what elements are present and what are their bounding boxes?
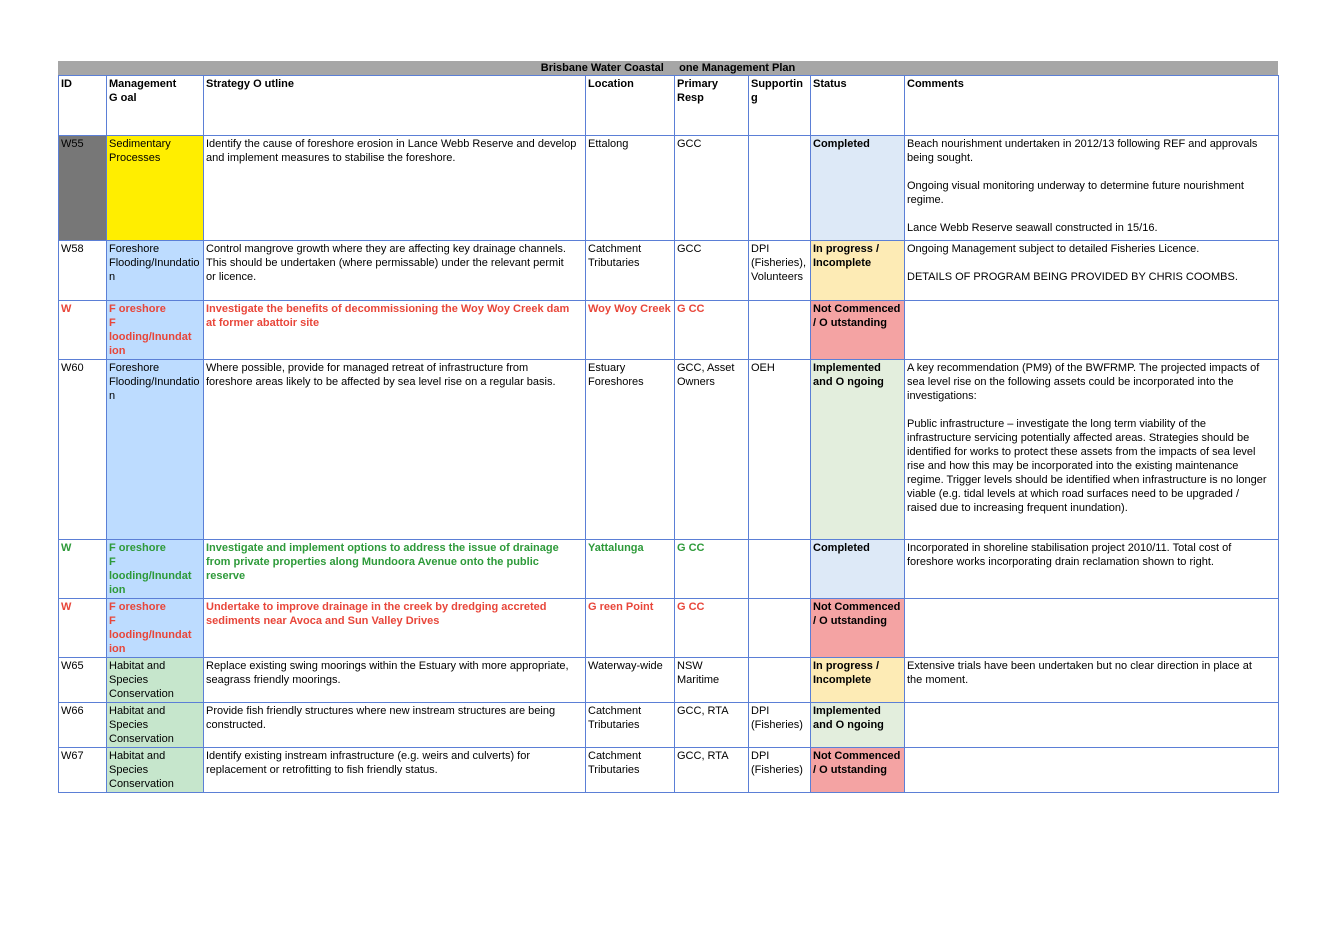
plan-table xyxy=(58,75,1279,793)
row-supporting xyxy=(749,658,811,703)
row-comments xyxy=(905,301,1279,360)
row-supporting xyxy=(749,301,811,360)
row-supporting: DPI (Fisheries) xyxy=(749,748,811,793)
row-comments: Incorporated in shoreline stabilisation project 2010/11. Total cost of foreshore works incorporating drain reclamation shown to right. xyxy=(905,540,1279,599)
row-strategy: Where possible, provide for managed retreat of infrastructure from foreshore areas likely to be affected by sea level rise on a regular basis. xyxy=(204,360,586,540)
row-goal: F oreshore F looding/Inundat ion xyxy=(107,540,204,599)
row-id: W66 xyxy=(59,703,107,748)
row-id: W58 xyxy=(59,241,107,301)
header-row xyxy=(59,76,1279,136)
management-plan-sheet xyxy=(58,61,1278,793)
row-comments: A key recommendation (PM9) of the BWFRMP. The projected impacts of sea level rise on the following assets could be incorporated into the investigations: Public infrastructure – investigate the long term viability of the infrastructure servicing potentially affected areas. Strategies should be identified for works to protect these assets from the impacts of sea level rise and how this may be incorporated into the existing maintenance regime. Trigger levels should be identified when infrastructure is no longer viable (e.g. tidal levels at which road surfaces need to be upgraded / raised due to increasing frequent inundation). xyxy=(905,360,1279,540)
row-supporting: DPI (Fisheries), Volunteers xyxy=(749,241,811,301)
row-location: Waterway-wide xyxy=(586,658,675,703)
row-primary: GCC, Asset Owners xyxy=(675,360,749,540)
header-goal: Management G oal xyxy=(107,76,204,136)
row-supporting xyxy=(749,136,811,241)
row-primary: NSW Maritime xyxy=(675,658,749,703)
row-primary: GCC xyxy=(675,136,749,241)
row-location: Yattalunga xyxy=(586,540,675,599)
row-location: G reen Point xyxy=(586,599,675,658)
row-strategy: Undertake to improve drainage in the creek by dredging accreted sediments near Avoca and Sun Valley Drives xyxy=(204,599,586,658)
row-id: W xyxy=(59,599,107,658)
row-goal: F oreshore F looding/Inundat ion xyxy=(107,599,204,658)
row-goal: Foreshore Flooding/Inundatio n xyxy=(107,360,204,540)
row-status: Completed xyxy=(811,540,905,599)
row-goal: Habitat and Species Conservation xyxy=(107,703,204,748)
row-goal: Sedimentary Processes xyxy=(107,136,204,241)
row-location: Woy Woy Creek xyxy=(586,301,675,360)
header-primary: Primary Resp xyxy=(675,76,749,136)
header-status: Status xyxy=(811,76,905,136)
row-id: W65 xyxy=(59,658,107,703)
row-primary: G CC xyxy=(675,301,749,360)
table-row xyxy=(59,360,1279,540)
row-status: In progress / Incomplete xyxy=(811,658,905,703)
row-goal: F oreshore F looding/Inundat ion xyxy=(107,301,204,360)
row-supporting xyxy=(749,540,811,599)
row-goal: Foreshore Flooding/Inundatio n xyxy=(107,241,204,301)
table-row xyxy=(59,748,1279,793)
row-supporting: DPI (Fisheries) xyxy=(749,703,811,748)
row-status: In progress / Incomplete xyxy=(811,241,905,301)
row-location: Estuary Foreshores xyxy=(586,360,675,540)
row-status: Not Commenced / O utstanding xyxy=(811,748,905,793)
row-primary: G CC xyxy=(675,540,749,599)
row-comments xyxy=(905,748,1279,793)
header-strategy: Strategy O utline xyxy=(204,76,586,136)
row-primary: G CC xyxy=(675,599,749,658)
row-status: Not Commenced / O utstanding xyxy=(811,301,905,360)
row-primary: GCC, RTA xyxy=(675,748,749,793)
table-row xyxy=(59,658,1279,703)
table-row xyxy=(59,241,1279,301)
row-strategy: Identify the cause of foreshore erosion in Lance Webb Reserve and develop and implement measures to stabilise the foreshore. xyxy=(204,136,586,241)
row-comments: Beach nourishment undertaken in 2012/13 following REF and approvals being sought. Ongoing visual monitoring underway to determine future nourishment regime. Lance Webb Reserve seawall constructed in 15/16. xyxy=(905,136,1279,241)
row-comments xyxy=(905,703,1279,748)
row-comments: Extensive trials have been undertaken but no clear direction in place at the moment. xyxy=(905,658,1279,703)
row-location: Catchment Tributaries xyxy=(586,703,675,748)
row-comments: Ongoing Management subject to detailed Fisheries Licence. DETAILS OF PROGRAM BEING PROVIDED BY CHRIS COOMBS. xyxy=(905,241,1279,301)
row-comments xyxy=(905,599,1279,658)
row-status: Not Commenced / O utstanding xyxy=(811,599,905,658)
row-id: W60 xyxy=(59,360,107,540)
table-row xyxy=(59,136,1279,241)
row-supporting: OEH xyxy=(749,360,811,540)
row-strategy: Provide fish friendly structures where new instream structures are being constructed. xyxy=(204,703,586,748)
table-row xyxy=(59,599,1279,658)
row-id: W xyxy=(59,540,107,599)
sheet-title: Brisbane Water Coastal one Management Plan xyxy=(58,61,1278,75)
row-id: W55 xyxy=(59,136,107,241)
row-strategy: Investigate the benefits of decommissioning the Woy Woy Creek dam at former abattoir site xyxy=(204,301,586,360)
header-location: Location xyxy=(586,76,675,136)
table-row xyxy=(59,301,1279,360)
header-id: ID xyxy=(59,76,107,136)
row-supporting xyxy=(749,599,811,658)
row-id: W67 xyxy=(59,748,107,793)
row-strategy: Identify existing instream infrastructure (e.g. weirs and culverts) for replacement or retrofitting to fish friendly status. xyxy=(204,748,586,793)
row-status: Implemented and O ngoing xyxy=(811,360,905,540)
table-row xyxy=(59,703,1279,748)
row-location: Catchment Tributaries xyxy=(586,748,675,793)
row-goal: Habitat and Species Conservation xyxy=(107,658,204,703)
row-primary: GCC, RTA xyxy=(675,703,749,748)
row-location: Catchment Tributaries xyxy=(586,241,675,301)
header-comments: Comments xyxy=(905,76,1279,136)
row-status: Implemented and O ngoing xyxy=(811,703,905,748)
row-id: W xyxy=(59,301,107,360)
row-strategy: Replace existing swing moorings within the Estuary with more appropriate, seagrass friendly moorings. xyxy=(204,658,586,703)
row-strategy: Control mangrove growth where they are affecting key drainage channels. This should be undertaken (where permissable) under the relevant permit or licence. xyxy=(204,241,586,301)
row-strategy: Investigate and implement options to address the issue of drainage from private properties along Mundoora Avenue onto the public reserve xyxy=(204,540,586,599)
header-supporting: Supportin g xyxy=(749,76,811,136)
row-primary: GCC xyxy=(675,241,749,301)
row-goal: Habitat and Species Conservation xyxy=(107,748,204,793)
row-status: Completed xyxy=(811,136,905,241)
row-location: Ettalong xyxy=(586,136,675,241)
table-row xyxy=(59,540,1279,599)
